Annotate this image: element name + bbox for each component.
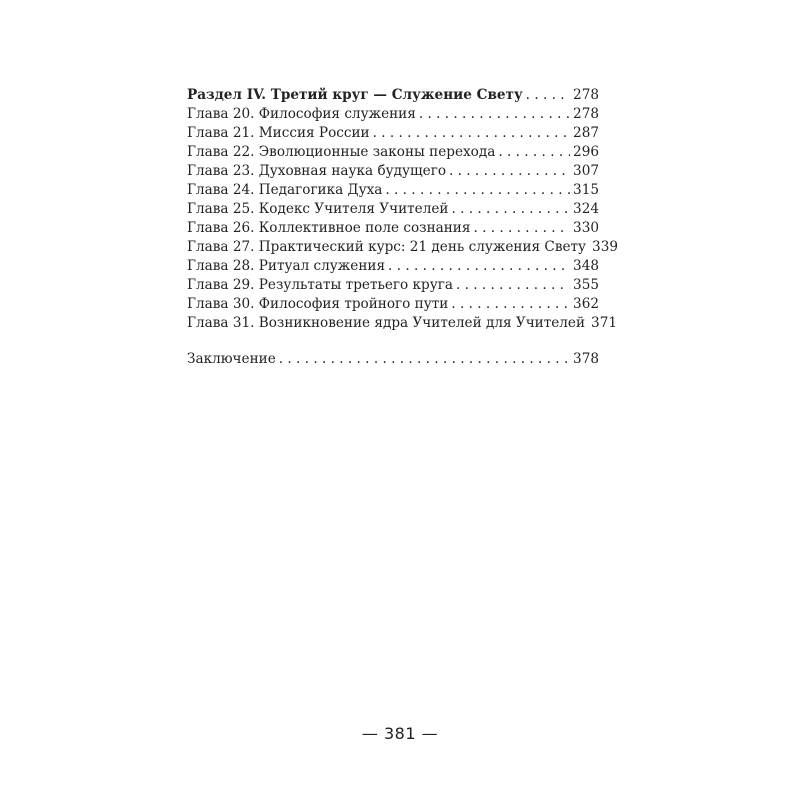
toc-chapter-row xyxy=(187,295,599,314)
toc-chapter-page: 330 xyxy=(573,220,599,236)
toc-conclusion-title: Заключение xyxy=(187,351,276,367)
toc-chapter-title: Глава 30. Философия тройного пути xyxy=(187,296,449,312)
toc-chapter-row xyxy=(187,314,617,333)
toc-chapter-page: 324 xyxy=(573,201,599,217)
dot-leader xyxy=(388,257,570,276)
toc-chapter-title: Глава 22. Эволюционные законы перехода xyxy=(187,144,496,160)
toc-spacer xyxy=(187,333,599,350)
toc-chapter-page: 355 xyxy=(573,277,599,293)
toc-chapter-row xyxy=(187,105,599,124)
toc-chapter-row xyxy=(187,257,599,276)
toc-section-heading xyxy=(187,86,599,105)
toc-chapter-row xyxy=(187,181,599,200)
toc-chapter-title: Глава 23. Духовная наука будущего xyxy=(187,163,446,179)
dot-leader xyxy=(451,200,570,219)
toc-chapter-row xyxy=(187,238,618,257)
toc-chapter-page: 348 xyxy=(573,258,599,274)
toc-chapter-title: Глава 20. Философия служения xyxy=(187,106,416,122)
page-number: — 381 — xyxy=(361,724,439,743)
toc-section-page: 278 xyxy=(573,87,599,103)
dot-leader xyxy=(419,105,570,124)
toc-section-title: Раздел IV. Третий круг — Служение Свету xyxy=(187,87,523,103)
toc-chapter-row xyxy=(187,124,599,143)
toc-chapter-row xyxy=(187,200,599,219)
toc-conclusion-page: 378 xyxy=(573,351,599,367)
toc-chapter-page: 278 xyxy=(573,106,599,122)
toc-chapter-page: 287 xyxy=(573,125,599,141)
dot-leader xyxy=(385,181,570,200)
toc-chapter-title: Глава 31. Возникновение ядра Учителей для Учителей xyxy=(187,315,586,331)
toc-chapter-page: 296 xyxy=(573,144,599,160)
toc-chapter-page: 307 xyxy=(573,163,599,179)
table-of-contents xyxy=(187,86,618,369)
toc-chapter-title: Глава 26. Коллективное поле сознания xyxy=(187,220,471,236)
dot-leader xyxy=(456,276,570,295)
toc-chapter-title: Глава 27. Практический курс: 21 день служения Свету xyxy=(187,239,587,255)
dot-leader xyxy=(451,295,570,314)
toc-chapter-page: 371 xyxy=(591,315,617,331)
toc-conclusion-row xyxy=(187,350,599,369)
toc-chapter-title: Глава 24. Педагогика Духа xyxy=(187,182,383,198)
toc-chapter-row xyxy=(187,162,599,181)
dot-leader xyxy=(473,219,570,238)
toc-chapter-title: Глава 28. Ритуал служения xyxy=(187,258,386,274)
toc-chapter-title: Глава 21. Миссия России xyxy=(187,125,370,141)
toc-chapter-page: 362 xyxy=(573,296,599,312)
dot-leader xyxy=(526,86,570,105)
toc-chapter-row xyxy=(187,276,599,295)
dot-leader xyxy=(498,143,570,162)
toc-chapter-row xyxy=(187,143,599,162)
toc-chapter-page: 315 xyxy=(573,182,599,198)
dot-leader xyxy=(279,350,570,369)
toc-chapter-page: 339 xyxy=(592,239,618,255)
toc-chapter-row xyxy=(187,219,599,238)
dot-leader xyxy=(449,162,570,181)
toc-chapter-title: Глава 29. Результаты третьего круга xyxy=(187,277,453,293)
dot-leader xyxy=(373,124,570,143)
toc-chapter-title: Глава 25. Кодекс Учителя Учителей xyxy=(187,201,449,217)
